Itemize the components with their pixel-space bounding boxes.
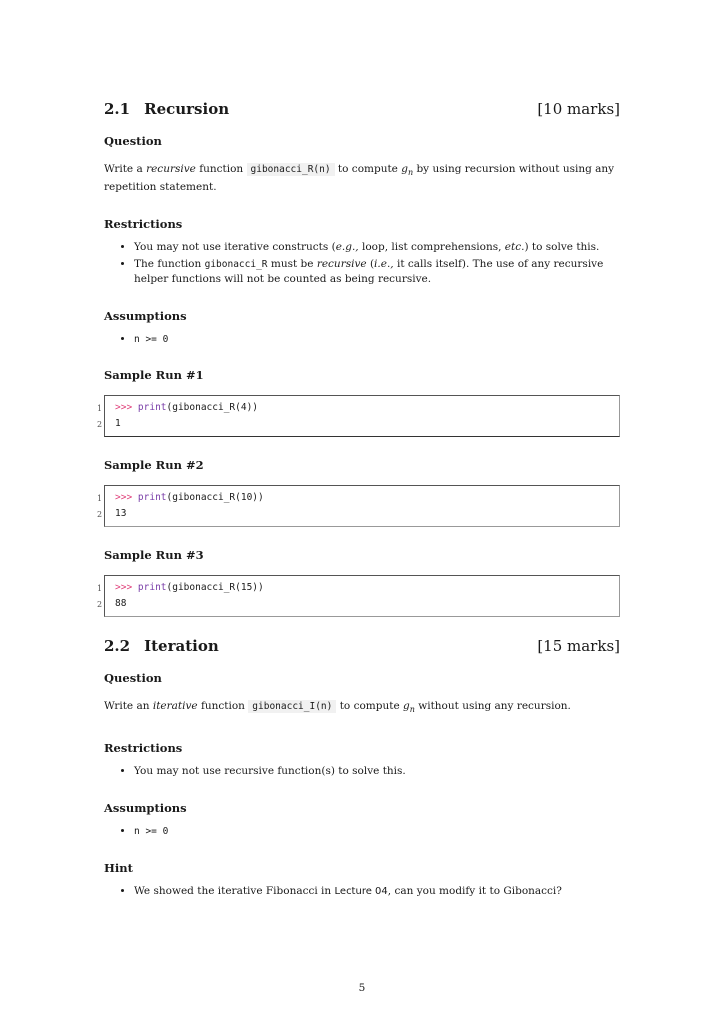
restrictions-list <box>104 764 620 779</box>
code-block: 1 2 >>> print(gibonacci_R(10)) 13 <box>104 485 620 527</box>
code-block: 1 2 >>> print(gibonacci_R(4)) 1 <box>104 395 620 437</box>
list-item: • We showed the iterative Fibonacci in Lecture 04, can you modify it to Gibonacci? <box>134 884 620 899</box>
page-content <box>97 100 620 901</box>
code-line: >>> print(gibonacci_R(10)) <box>115 492 264 504</box>
list-item: • n >= 0 <box>134 332 620 347</box>
sample-run-heading: Sample Run #2 <box>104 458 204 473</box>
assumptions-heading: Assumptions <box>104 801 187 816</box>
sample-run-heading: Sample Run #1 <box>104 368 204 383</box>
code-output: 88 <box>115 598 127 610</box>
sample-run-heading: Sample Run #3 <box>104 548 204 563</box>
list-item: • You may not use iterative constructs (e.g., loop, list comprehensions, etc.) to solve this. <box>134 240 620 255</box>
function-name-code: gibonacci_R(n) <box>247 163 335 176</box>
code-block: 1 2 >>> print(gibonacci_R(15)) 88 <box>104 575 620 617</box>
list-item: • n >= 0 <box>134 824 620 839</box>
section-title: Recursion <box>144 100 230 118</box>
question-text: Write a recursive function gibonacci_R(n) to compute $g_n$ by using recursion without using any repetition statement. <box>104 163 615 194</box>
section-number: 2.1 <box>104 100 131 118</box>
list-item: • The function gibonacci_R must be recursive (i.e., it calls itself). The use of any recursive helper functions will not be counted as being recursive. <box>134 257 620 287</box>
code-line: >>> print(gibonacci_R(15)) <box>115 582 264 594</box>
section-marks: [15 marks] <box>537 637 620 656</box>
question-heading: Question <box>104 671 162 686</box>
function-name-code: gibonacci_I(n) <box>248 700 336 713</box>
code-line: >>> print(gibonacci_R(4)) <box>115 402 259 414</box>
section-number: 2.2 <box>104 637 131 656</box>
hint-list <box>104 884 620 899</box>
section-title: Iteration <box>144 637 219 656</box>
question-text: Write an iterative function gibonacci_I(n) to compute $g_n$ without using any recursion. <box>104 700 571 715</box>
restrictions-list <box>104 240 620 287</box>
restrictions-heading: Restrictions <box>104 741 183 756</box>
assumptions-heading: Assumptions <box>104 309 187 324</box>
page-number: 5 <box>358 982 366 994</box>
assumptions-list <box>104 824 620 839</box>
assumptions-list <box>104 332 620 347</box>
code-output: 1 <box>115 418 121 430</box>
section-heading-iteration <box>104 637 620 655</box>
question-heading: Question <box>104 134 162 148</box>
code-output: 13 <box>115 508 127 520</box>
section-heading-recursion <box>104 100 620 118</box>
section-marks: [10 marks] <box>537 100 620 118</box>
hint-heading: Hint <box>104 861 133 876</box>
list-item: • You may not use recursive function(s) to solve this. <box>134 764 620 779</box>
lecture-reference: Lecture 04 <box>334 886 388 898</box>
restrictions-heading: Restrictions <box>104 217 183 232</box>
